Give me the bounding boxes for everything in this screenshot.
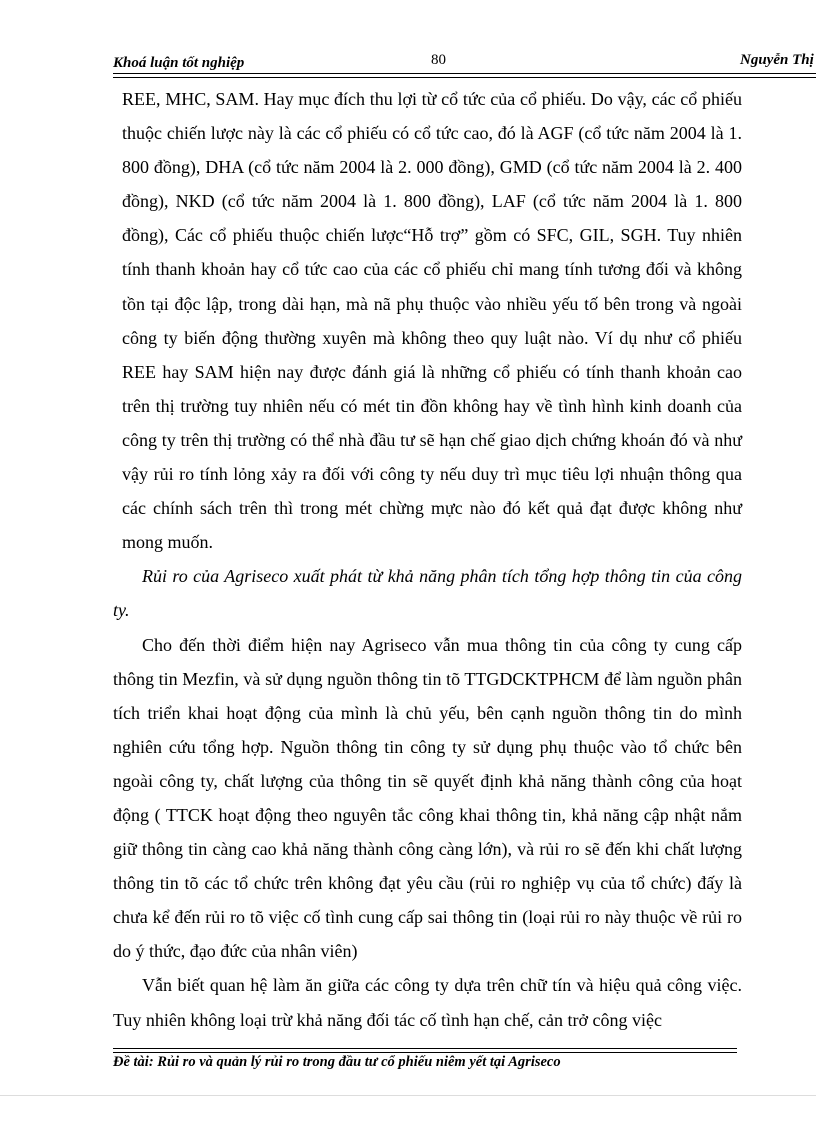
header-author: Nguyễn Thị — [740, 52, 814, 68]
page-separator — [0, 1095, 816, 1096]
paragraph: Vẫn biết quan hệ làm ăn giữa các công ty dựa trên chữ tín và hiệu quả công việc. Tuy nhiên không loại trừ khả năng đối tác cố tình hạn chế, cản trở công việc — [113, 975, 742, 1030]
paragraph-continuation: REE, MHC, SAM. Hay mục đích thu lợi từ cổ tức của cổ phiếu. Do vậy, các cổ phiếu thuộc chiến lược này là các cổ phiếu có cổ tức cao, đó là AGF (cổ tức năm 2004 là 1. 800 đồng), DHA (cổ tức năm 2004 là 2. 000 đồng), GMD (cổ tức năm 2004 là 2. 400 đồng), NKD (cổ tức năm 2004 là 1. 800 đồng), LAF (cổ tức năm 2004 là 1. 800 đồng), Các cổ phiếu thuộc chiến lược“Hỗ trợ” gồm có SFC, GIL, SGH. Tuy nhiên tính thanh khoản hay cổ tức cao của các cổ phiếu chỉ mang tính tương đối và không tồn tại độc lập, trong dài hạn, mà nã phụ thuộc vào nhiều yếu tố bên trong và ngoài công ty biến động thường xuyên mà không theo quy luật nào. Ví dụ như cổ phiếu REE hay SAM hiện nay được đánh giá là những cổ phiếu có tính thanh khoản cao trên thị trường tuy nhiên nếu có mét tin đồn không hay về tình hình kinh doanh của công ty trên thị trường có thể nhà đầu tư sẽ hạn chế giao dịch chứng khoán đó và như vậy rủi ro tính lỏng xảy ra đối với công ty nếu duy trì mục tiêu lợi nhuận thông qua các chính sách trên thì trong mét chừng mực nào đó kết quả đạt được không như mong muốn. — [122, 89, 742, 553]
page-number: 80 — [431, 52, 446, 68]
footer-rule-thick — [113, 1052, 737, 1053]
page-footer: Đề tài: Rủi ro và quản lý rủi ro trong đầu tư cổ phiếu niêm yết tại Agriseco — [113, 1054, 561, 1070]
footer-rule-thin — [113, 1048, 737, 1049]
page-header — [113, 52, 816, 72]
page-body — [113, 82, 742, 1037]
paragraph: Cho đến thời điểm hiện nay Agriseco vẫn mua thông tin của công ty cung cấp thông tin Mezfin, và sử dụng nguồn thông tin tõ TTGDCKTPHCM để làm nguồn phân tích triển khai hoạt động của mình là chủ yếu, bên cạnh nguồn thông tin do mình nghiên cứu tổng hợp. Nguồn thông tin công ty sử dụng phụ thuộc vào tổ chức bên ngoài công ty, chất lượng của thông tin sẽ quyết định khả năng thành công của hoạt động ( TTCK hoạt động theo nguyên tắc công khai thông tin, khả năng cập nhật nắm giữ thông tin càng cao khả năng thành công càng lớn), và rủi ro sẽ đến khi chất lượng thông tin tõ các tổ chức trên không đạt yêu cầu (rủi ro nghiệp vụ của tổ chức) đấy là chưa kể đến rủi ro tõ việc cố tình cung cấp sai thông tin (loại rủi ro này thuộc về rủi ro do ý thức, đạo đức của nhân viên) — [113, 634, 742, 962]
header-document-type: Khoá luận tốt nghiệp — [113, 55, 245, 71]
header-rule-thin — [113, 77, 816, 78]
header-rule-thick — [113, 73, 816, 74]
section-heading: Rủi ro của Agriseco xuất phát từ khả năng phân tích tổng hợp thông tin của công ty. — [113, 566, 742, 621]
